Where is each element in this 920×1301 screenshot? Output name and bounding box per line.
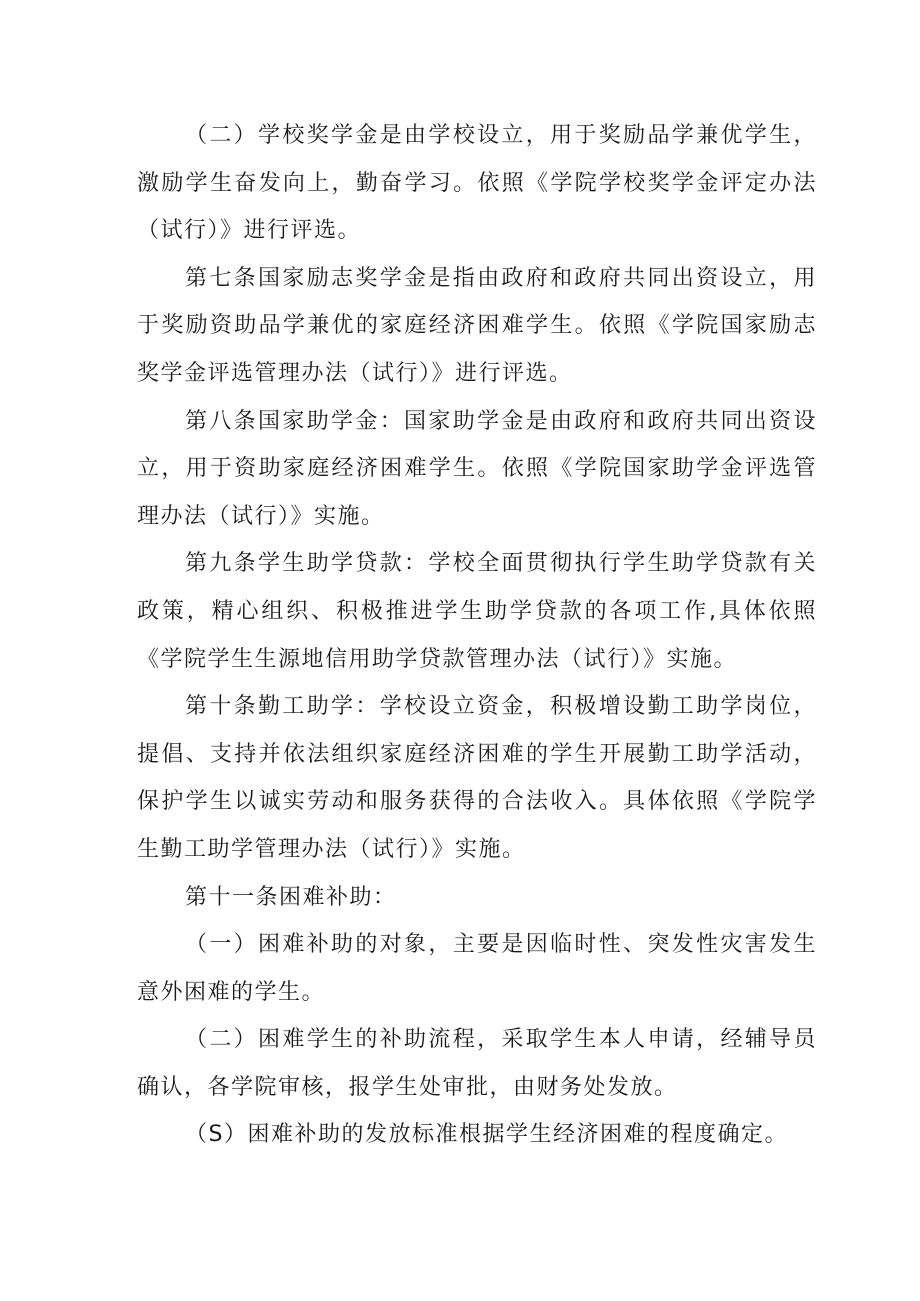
paragraph-article-8: 第八条国家助学金：国家助学金是由政府和政府共同出资设立，用于资助家庭经济困难学生。依照《学院国家助学金评选管理办法（试行）》实施。 [137, 408, 817, 529]
paragraph-article-11-item-1: （一）困难补助的对象，主要是因临时性、突发性灾害发生意外困难的学生。 [137, 932, 817, 1005]
paragraph-school-scholarship: （二）学校奖学金是由学校设立，用于奖励品学兼优学生，激励学生奋发向上，勤奋学习。依照《学院学校奖学金评定办法（试行）》进行评选。 [137, 123, 817, 244]
document-body [137, 112, 817, 1159]
paragraph-article-11-item-3: （S）困难补助的发放标准根据学生经济困难的程度确定。 [185, 1122, 788, 1148]
paragraph-article-7: 第七条国家励志奖学金是指由政府和政府共同出资设立，用于奖励资助品学兼优的家庭经济困难学生。依照《学院国家励志奖学金评选管理办法（试行）》进行评选。 [137, 265, 817, 386]
paragraph-article-10: 第十条勤工助学：学校设立资金，积极增设勤工助学岗位，提倡、支持并依法组织家庭经济困难的学生开展勤工助学活动，保护学生以诚实劳动和服务获得的合法收入。具体依照《学院学生勤工助学管理办法（试行）》实施。 [137, 694, 817, 862]
paragraph-article-9: 第九条学生助学贷款：学校全面贯彻执行学生助学贷款有关政策，精心组织、积极推进学生助学贷款的各项工作,具体依照《学院学生生源地信用助学贷款管理办法（试行）》实施。 [137, 551, 817, 672]
paragraph-article-11-item-2: （二）困难学生的补助流程，采取学生本人申请，经辅导员确认，各学院审核，报学生处审批，由财务处发放。 [137, 1027, 817, 1100]
paragraph-article-11: 第十一条困难补助： [185, 884, 397, 910]
